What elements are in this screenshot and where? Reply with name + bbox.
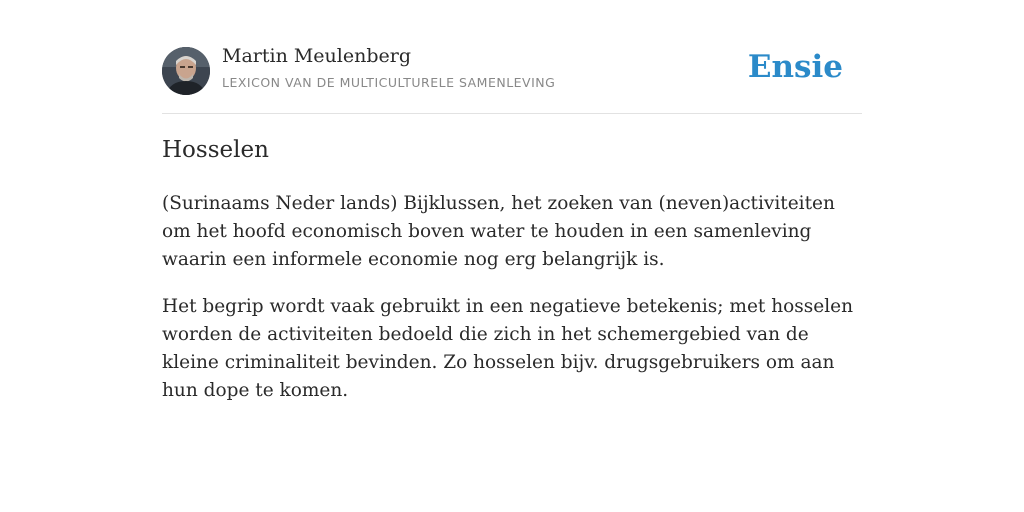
author-avatar[interactable] xyxy=(162,47,210,95)
person-icon xyxy=(162,47,210,95)
entry-paragraph: (Surinaams Neder lands) Bijklussen, het zoeken van (neven)activiteiten om het hoofd economisch boven water te houden in een samenleving waarin een informele economie nog erg belangrijk is. xyxy=(162,193,835,270)
author-name[interactable]: Martin Meulenberg xyxy=(222,45,411,67)
entry-title: Hosselen xyxy=(162,137,269,163)
entry-header xyxy=(162,0,862,114)
brand-logo[interactable]: Ensie xyxy=(747,49,843,85)
entry-body xyxy=(162,190,862,424)
source-name[interactable]: LEXICON VAN DE MULTICULTURELE SAMENLEVING xyxy=(222,75,556,90)
entry-card xyxy=(162,0,862,401)
entry-paragraph: Het begrip wordt vaak gebruikt in een negatieve betekenis; met hosselen worden de activiteiten bedoeld die zich in het schemergebied van de kleine criminaliteit bevinden. Zo hosselen bijv. drugsgebruikers om aan hun dope te komen. xyxy=(162,296,853,401)
